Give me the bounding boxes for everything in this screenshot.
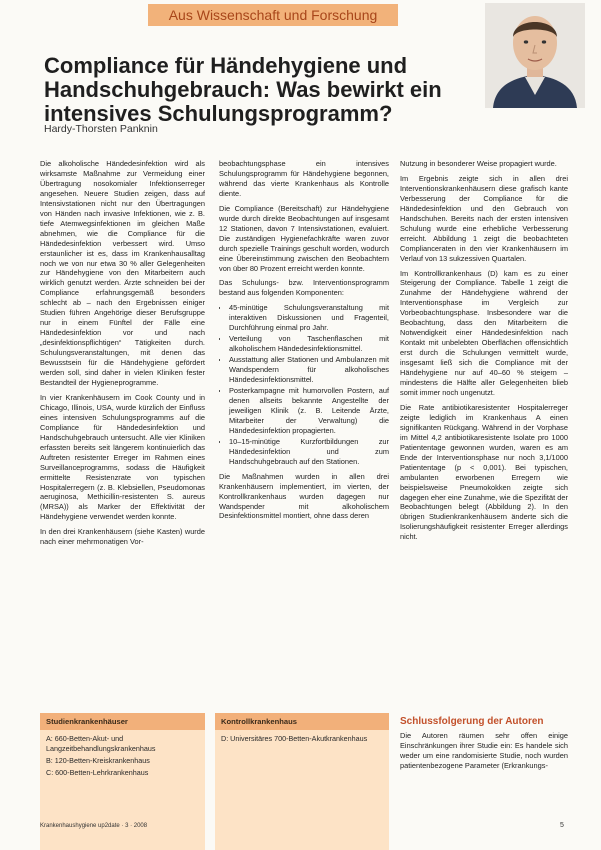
paragraph: In vier Krankenhäusern im Cook County und in Chicago, Illinois, USA, wurde kürzlich der Einfluss eines intensiven Schulungsprogramms auf die Compliance für Händedesinfektion und Handschuhgebrauch untersucht. Alle vier Kliniken erfassten bereits seit längerem kontinuierlich das Auftreten resistenter Erreger im Rahmen eines Surveillanceprogramms, sodass die Häufigkeit ermittelte Resistenzrate von typischen Hospitalerregern (z. B. Klebsiellen, Pseudomonas aeruginosa, Methicillin-resistenten S. aureus (MRSA)) als Marker der Effektivität der Händehygiene verwendet werden konnte.	[40, 392, 205, 522]
box-item: A: 660-Betten-Akut- und Langzeitbehandlungskrankenhaus	[46, 734, 156, 753]
box-item: D: Universitäres 700-Betten-Akutkrankenhaus	[221, 734, 368, 743]
paragraph: Die alkoholische Händedesinfektion wird als wirksamste Maßnahme zur Vermeidung einer Übertragung nosokomialer Infektionserreger angesehen. Neuere Studien zeigen, dass auf Intensivstationen nicht nur den Übertragungen von Händen nach invasive Infektionen, wie z. B. tiefe Atemwegsinfektionen im gleichen Maße abnehmen, wie die Compliance für die Händedesinfektion verbessert wird. Umso erstaunlicher ist es, dass im Krankenhausalltag noch we von nur etwa 30 % aller Gelegenheiten zur Händehygiene von den Mitarbeitern auch wirklich genutzt werden. Ärzte schneiden bei der Compliance erfahrungsgemäß besonders schlecht ab – nach den Ergebnissen einiger Studien führen Angehörige dieser Berufsgruppe nur in einem Fünftel der Fälle eine Händedesinfektion vor und nach „desinfektionspflichtigen“ Tätigkeiten durch. Schulungsveranstaltungen, mit denen das Bewusstsein für die Händehygiene gefördert werden soll, sind daher in vielen Kliniken fester Bestandteil der Hygieneprogramme.	[40, 159, 205, 387]
paragraph: Die Rate antibiotikaresistenter Hospitalerreger zeigte lediglich im Krankenhaus A einen signifikanten Rückgang. Während in der Vorphase im Mittel 4,2 antibiotikaresistente Isolate pro 1000 Patiententage gewonnen wurden, waren es am Ende der Interventionsphase nur noch 3,1/1000 Patiententage (p < 0,001). Bei typischen, ambulanten erworbenen Erregern wie beispielsweise Pneumokokken zeigte sich dagegen eher eine Zunahme, wie die Spezifität der Beobachtungen belegt (Abbildung 2). In den übrigen Studienkrankenhäusern änderte sich die Isolierungshäufigkeit resistenter Erreger allerdings nicht.	[400, 402, 568, 542]
box-heading: Studienkrankenhäuser	[40, 713, 205, 730]
conclusions-heading: Schlussfolgerung der Autoren	[400, 716, 544, 727]
list-item: • Verteilung von Taschenflaschen mit alkoholischem Händedesinfektionsmittel.	[229, 334, 389, 354]
list-item: • 10–15-minütige Kurzfortbildungen zur Händedesinfektion und zum Handschuhgebrauch auf den Stationen.	[229, 437, 389, 467]
list-item: • 45-minütige Schulungsveranstaltung mit interaktiven Diskussionen und Fragenteil, Durchführung einmal pro Jahr.	[229, 303, 389, 333]
control-hospital-box	[215, 713, 389, 850]
list-item: • Posterkampagne mit humorvollen Postern, auf denen allseits bekannte Angestellte der jeweiligen Klinik (z. B. Leitende Ärzte, Mitarbeiter der Verwaltung) die Händedesinfektion propagierten.	[229, 386, 389, 436]
conclusions-text: Die Autoren räumen sehr offen einige Einschränkungen ihrer Studie ein: Es handele sich weder um eine randomisierte Studie, noch wurden patientenbezogene Parameter (Erkrankungs-	[400, 731, 568, 770]
paragraph: In den drei Krankenhäusern (siehe Kasten) wurde nach einer mehrmonatigen Vor-	[40, 527, 205, 547]
study-hospitals-box	[40, 713, 205, 850]
box-heading: Kontrollkrankenhaus	[215, 713, 389, 730]
author-photo	[485, 3, 585, 108]
journal-footer: Krankenhaushygiene up2date · 3 · 2008	[40, 823, 148, 829]
paragraph: Im Kontrollkrankenhaus (D) kam es zu einer Steigerung der Compliance. Tabelle 1 zeigt die Zunahme der Händehygiene während der Interventionsphase im Vergleich zur Vorbeobachtungsphase. Insbesondere war die Beobachtung, dass den Mitarbeitern die Notwendigkeit einer Händedesinfektion nach Kontakt mit unbelebten Oberflächen offensichtlich erst durch die Schulungen vermittelt wurde, insgesamt ließ sich die Compliance mit der Händehygiene nur auf 40–60 % steigern – mindestens die Hälfte aller Gelegenheiten blieb somit immer noch ungenutzt.	[400, 268, 568, 397]
paragraph: Die Maßnahmen wurden in allen drei Krankenhäusern implementiert, im vierten, der Kontrollkrankenhaus wurden dagegen nur Wandspender mit alkoholischem Desinfektionsmittel montiert, ohne dass deren	[219, 471, 389, 521]
paragraph: beobachtungsphase ein intensives Schulungsprogramm für Händehygiene begonnen, während das vierte Krankenhaus als Kontrolle diente.	[219, 159, 389, 198]
text-column-1	[40, 159, 205, 719]
paragraph: Nutzung in besonderer Weise propagiert wurde.	[400, 159, 557, 168]
paragraph: Das Schulungs- bzw. Interventionsprogramm bestand aus folgenden Komponenten:	[219, 278, 389, 298]
box-item: B: 120-Betten-Kreiskrankenhaus	[46, 756, 150, 765]
page-number: 5	[560, 822, 564, 829]
box-body	[40, 730, 205, 784]
section-label: Aus Wissenschaft und Forschung	[168, 7, 378, 23]
article-title: Compliance für Händehygiene und Handschuhgebrauch: Was bewirkt ein intensives Schulungsprogramm?	[44, 53, 442, 126]
text-column-3	[400, 159, 568, 704]
section-banner	[148, 4, 398, 26]
box-item: C: 600-Betten-Lehrkrankenhaus	[46, 768, 149, 777]
intervention-list	[219, 303, 389, 466]
paragraph: Im Ergebnis zeigte sich in allen drei Interventionskrankenhäusern diese grafisch kante Verbesserung der Compliance für die Händedesinfektion und den Gebrauch von Handschuhen. Bereits nach der ersten intensiven Schulung wurde eine erhebliche Verbesserung erreicht. Abbildung 1 zeigt die beobachteten Complianceraten in den vier Krankenhäusern im Verlauf von 13 sukzessiven Quartalen.	[400, 173, 568, 263]
text-column-2	[219, 159, 389, 719]
list-item: • Ausstattung aller Stationen und Ambulanzen mit Wandspendern für alkoholisches Händedesinfektionsmittel.	[229, 355, 389, 385]
article-author: Hardy-Thorsten Panknin	[44, 123, 158, 135]
box-body	[215, 730, 389, 750]
paragraph: Die Compliance (Bereitschaft) zur Händehygiene wurde durch direkte Beobachtungen auf insgesamt 12 Stationen, davon 7 Intensivstationen, evaluiert. Die zuständigen Hygienefachkräfte waren zuvor durch spezielle Trainings geschult worden, wodurch eine Übereinstimmung zwischen den Beobachtern von über 80 Prozent erreicht werden konnte.	[219, 203, 389, 273]
